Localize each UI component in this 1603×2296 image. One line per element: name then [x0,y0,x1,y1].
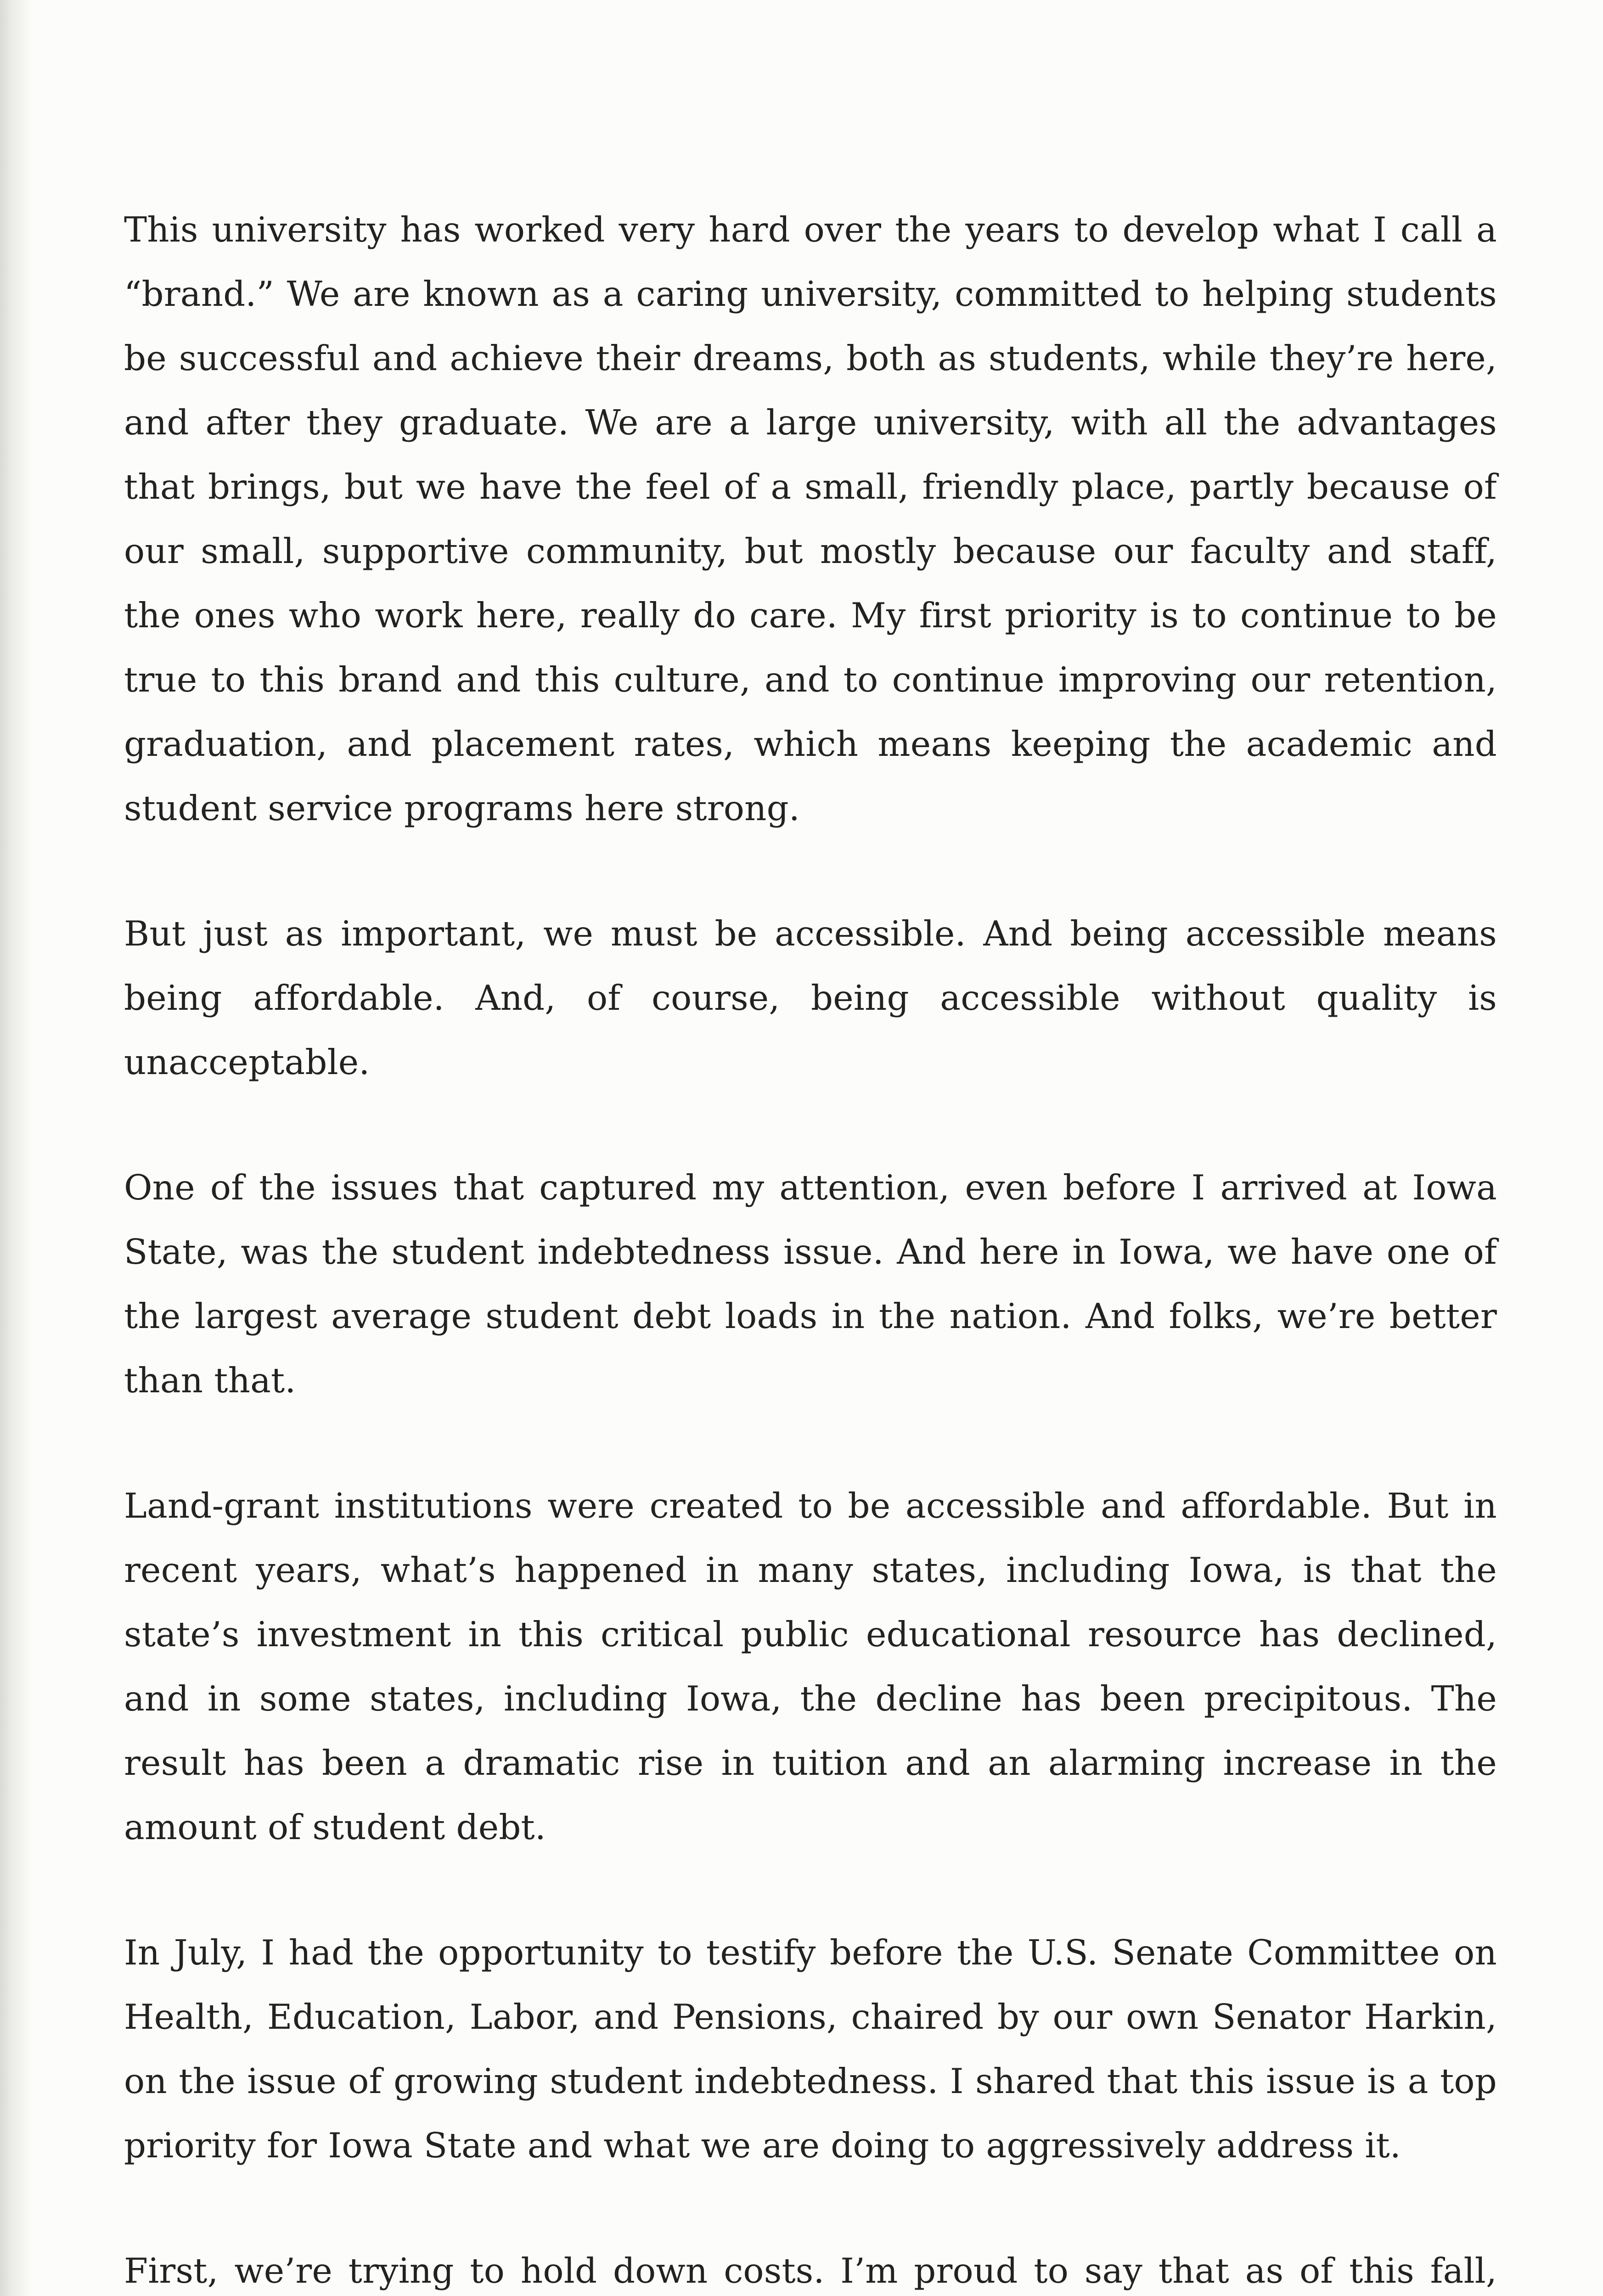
paragraph-senate-testimony: In July, I had the opportunity to testify before the U.S. Senate Committee on Health, Education, Labor, and Pensions, chaired by our own Senator Harkin, on the issue of growing student indebtedness. I shared that this issue is a top priority for Iowa State and what we are doing to aggressively address it. [124,1932,1497,2166]
paragraph-accessibility: But just as important, we must be accessible. And being accessible means being affordable. And, of course, being accessible without quality is unacceptable. [124,913,1497,1082]
paragraph-land-grant: Land-grant institutions were created to be accessible and affordable. But in recent years, what’s happened in many states, including Iowa, is that the state’s investment in this critical public educational resource has declined, and in some states, including Iowa, the decline has been precipitous. The result has been a dramatic rise in tuition and an alarming increase in the amount of student debt. [124,1486,1497,1847]
paragraph-hold-down-costs: First, we’re trying to hold down costs. I’m proud to say that as of this fall, [124,2251,1497,2291]
paragraph-brand: This university has worked very hard over the years to develop what I call a “brand.” We are known as a caring university, committed to helping students be successful and achieve their dreams, both as students, while they’re here, and after they graduate. We are a large university, with all the advantages that brings, but we have the feel of a small, friendly place, partly because of our small, supportive community, but mostly because our faculty and staff, the ones who work here, really do care. My first priority is to continue to be true to this brand and this culture, and to continue improving our retention, graduation, and placement rates, which means keeping the academic and student service programs here strong. [124,209,1497,828]
page-body [124,197,1497,2296]
page-binding-shadow [0,0,32,2296]
paragraph-student-indebtedness: One of the issues that captured my attention, even before I arrived at Iowa State, was the student indebtedness issue. And here in Iowa, we have one of the largest average student debt loads in the nation. And folks, we’re better than that. [124,1167,1497,1401]
